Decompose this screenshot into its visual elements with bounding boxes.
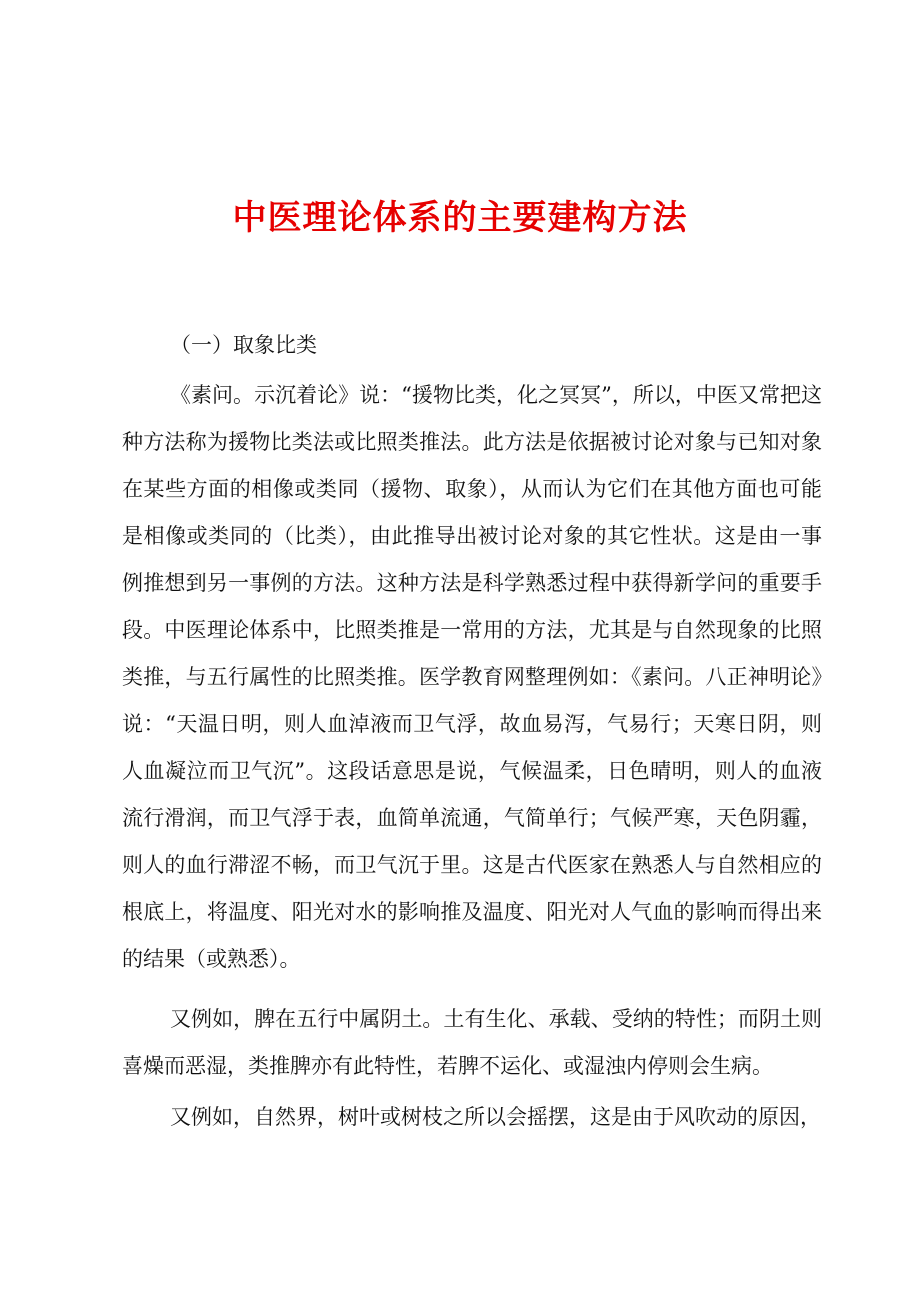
paragraph-1: 《素问。示沉着论》说：“援物比类，化之冥冥”，所以，中医又常把这种方法称为援物比类法或比照类推法。此方法是依据被讨论对象与已知对象在某些方面的相像或类同（援物、取象），从而认为它们在其他方面也可能是相像或类同的（比类），由此推导出被讨论对象的其它性状。这是由一事例推想到另一事例的方法。这种方法是科学熟悉过程中获得新学问的重要手段。中医理论体系中，比照类推是一常用的方法，尤其是与自然现象的比照类推，与五行属性的比照类推。医学教育网整理例如：《素问。八正神明论》说：“天温日明，则人血淖液而卫气浮，故血易泻，气易行；天寒日阴，则人血凝泣而卫气沉”。这段话意思是说，气候温柔，日色晴明，则人的血液流行滑润，而卫气浮于表，血简单流通，气简单行；气候严寒，天色阴霾，则人的血行滞涩不畅，而卫气沉于里。这是古代医家在熟悉人与自然相应的根底上，将温度、阳光对水的影响推及温度、阳光对人气血的影响而得出来的结果（或熟悉）。	[122, 383, 822, 971]
paragraph-2: 又例如，脾在五行中属阴土。土有生化、承载、受纳的特性；而阴土则喜燥而恶湿，类推脾亦有此特性，若脾不运化、或湿浊内停则会生病。	[122, 1007, 822, 1078]
section-heading: （一）取象比类	[170, 333, 317, 357]
document-title: 中医理论体系的主要建构方法	[232, 198, 688, 238]
paragraph-3: 又例如，自然界，树叶或树枝之所以会摇摆，这是由于风吹动的原因，	[170, 1105, 821, 1129]
